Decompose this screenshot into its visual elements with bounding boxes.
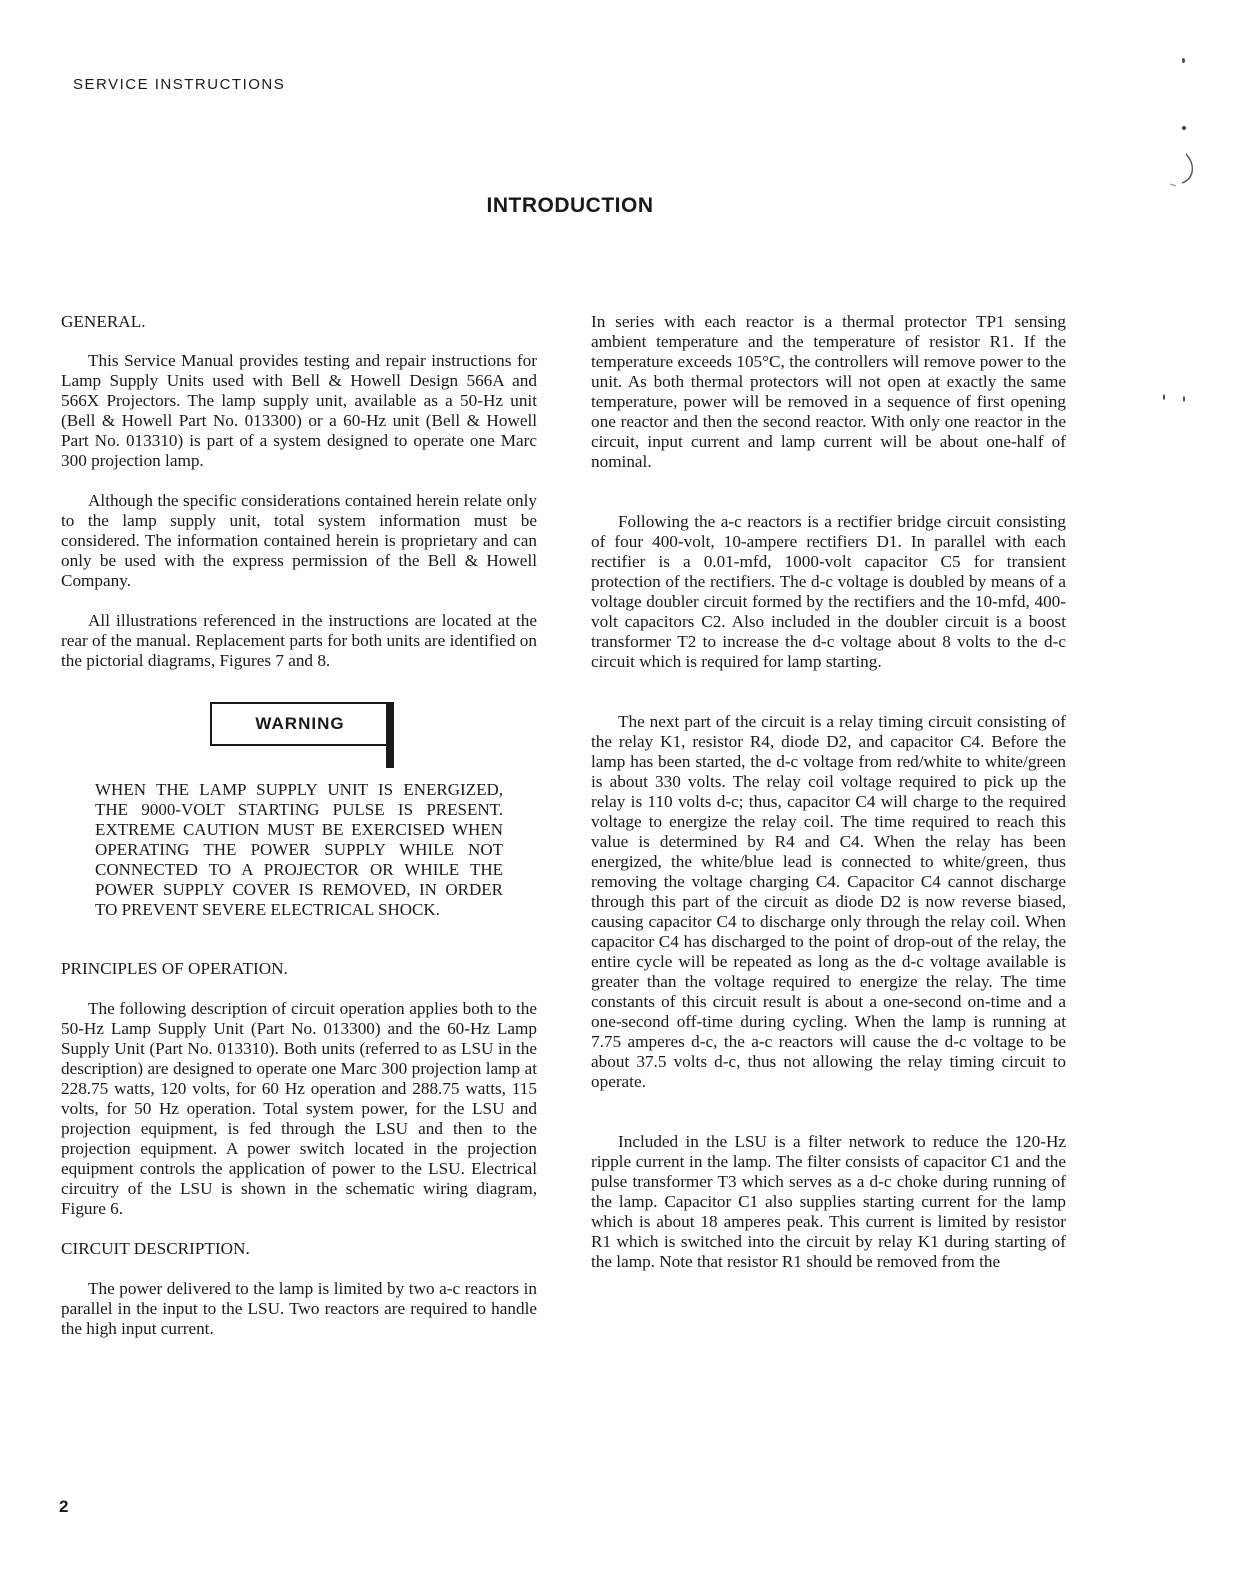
paragraph: This Service Manual provides testing and repair instructions for Lamp Supply Units used with Bell & Howell Design 566A and 566X Projectors. The lamp supply unit, available as a 50-Hz unit (Bell & Howell Part No. 013300) or a 60-Hz unit (Bell & Howell Part No. 013310) is part of a system designed to operate one Marc 300 projection lamp. <box>61 351 537 470</box>
warning-label: WARNING <box>210 702 390 746</box>
paragraph: Following the a-c reactors is a rectifier bridge circuit consisting of four 400-volt, 10-ampere rectifiers D1. In parallel with each rectifier is a 0.01-mfd, 1000-volt capacitor C5 for transient protection of the rectifiers. The d-c voltage is doubled by means of a voltage doubler circuit formed by the rectifiers and the 10-mfd, 400-volt capacitors C2. Also included in the doubler circuit is a boost transformer T2 to increase the d-c voltage about 8 volts to the d-c circuit which is required for lamp starting. <box>591 512 1066 671</box>
warning-shadow-bar <box>386 702 394 768</box>
paragraph: Although the specific considerations contained herein relate only to the lamp supply unit, total system information must be considered. The information contained herein is proprietary and can only be used with the express permission of the Bell & Howell Company. <box>61 491 537 590</box>
scan-artifact <box>1168 150 1198 190</box>
page-number: 2 <box>59 1497 69 1516</box>
paragraph: The power delivered to the lamp is limited by two a-c reactors in parallel in the input to the LSU. Two reactors are required to handle the high input current. <box>61 1279 537 1338</box>
section-heading-principles: PRINCIPLES OF OPERATION. <box>61 959 288 978</box>
scan-speck <box>1182 126 1186 130</box>
warning-callout <box>61 702 537 768</box>
right-column <box>591 312 1066 1272</box>
left-column <box>61 312 537 1339</box>
warning-text: WHEN THE LAMP SUPPLY UNIT IS ENERGIZED, THE 9000-VOLT STARTING PULSE IS PRESENT. EXTREME CAUTION MUST BE EXERCISED WHEN OPERATING THE POWER SUPPLY WHILE NOT CONNECTED TO A PROJECTOR OR WHILE THE POWER SUPPLY COVER IS REMOVED, IN ORDER TO PREVENT SEVERE ELECTRICAL SHOCK. <box>95 780 503 919</box>
running-head: SERVICE INSTRUCTIONS <box>73 76 286 93</box>
paragraph: The next part of the circuit is a relay timing circuit consisting of the relay K1, resistor R4, diode D2, and capacitor C4. Before the lamp has been started, the d-c voltage from red/white to white/green is about 330 volts. The relay coil voltage required to pick up the relay is 110 volts d-c; thus, capacitor C4 will charge to the required voltage to energize the relay coil. The time required to reach this value is determined by R4 and C4. When the relay has been energized, the white/blue lead is connected to white/green, thus removing the voltage charging C4. Capacitor C4 cannot discharge through this part of the circuit as diode D2 is now reverse biased, causing capacitor C4 to discharge only through the relay coil. When capacitor C4 has discharged to the point of drop-out of the relay, the entire cycle will be repeated as long as the d-c voltage available is greater than the voltage required to energize the relay. The time constants of this circuit result is about a one-second on-time and a one-second off-time during cycling. When the lamp is running at 7.75 amperes d-c, the a-c reactors will cause the d-c voltage to be about 37.5 volts d-c, thus not allowing the relay timing circuit to operate. <box>591 712 1066 1091</box>
section-heading-circuit: CIRCUIT DESCRIPTION. <box>61 1239 250 1258</box>
section-heading-general: GENERAL. <box>61 312 146 331</box>
paragraph: Included in the LSU is a filter network to reduce the 120-Hz ripple current in the lamp. The filter consists of capacitor C1 and the pulse transformer T3 which serves as a d-c choke during running of the lamp. Capacitor C1 also supplies starting current for the lamp which is about 18 amperes peak. This current is limited by resistor R1 which is switched into the circuit by relay K1 during starting of the lamp. Note that resistor R1 should be removed from the <box>591 1132 1066 1271</box>
scan-speck <box>1183 396 1185 402</box>
scan-speck <box>1163 394 1165 400</box>
paragraph: All illustrations referenced in the instructions are located at the rear of the manual. Replacement parts for both units are identified on the pictorial diagrams, Figures 7 and 8. <box>61 611 537 670</box>
paragraph: In series with each reactor is a thermal protector TP1 sensing ambient temperature and the temperature of resistor R1. If the temperature exceeds 105°C, the controllers will remove power to the unit. As both thermal protectors will not open at exactly the same temperature, power will be removed in a sequence of first opening one reactor and then the second reactor. With only one reactor in the circuit, input current and lamp current will be about one-half of nominal. <box>591 312 1066 471</box>
page-title: INTRODUCTION <box>486 194 654 217</box>
scan-speck <box>1182 58 1185 63</box>
paragraph: The following description of circuit operation applies both to the 50-Hz Lamp Supply Unit (Part No. 013300) and the 60-Hz Lamp Supply Unit (Part No. 013310). Both units (referred to as LSU in the description) are designed to operate one Marc 300 projection lamp at 228.75 watts, 120 volts, for 60 Hz operation and 288.75 watts, 115 volts, for 50 Hz operation. Total system power, for the LSU and projection equipment, is fed through the LSU and then to the projection equipment. A power switch located in the projection equipment controls the application of power to the LSU. Electrical circuitry of the LSU is shown in the schematic wiring diagram, Figure 6. <box>61 999 537 1218</box>
